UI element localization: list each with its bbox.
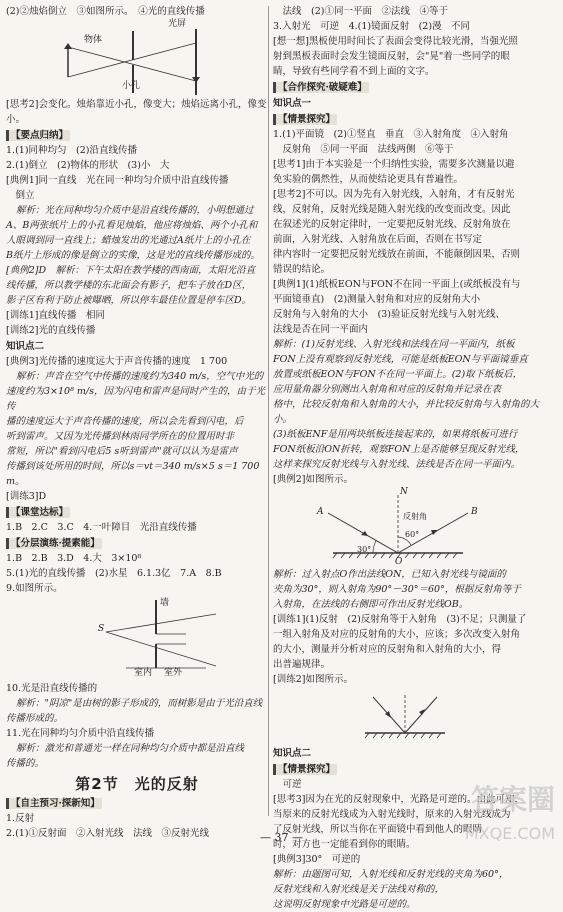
text-line: [典例2]D 解析：下午太阳在教学楼的西南面，太阳光沿直 <box>6 265 256 276</box>
text-line: 1.反射 <box>6 813 35 824</box>
text-line: 在叙述光的反射定律时，一定要把反射光线、反射角放在 <box>273 219 511 230</box>
text-line: 解析：光在同种均匀介质中是沿直线传播的，小明想通过 <box>16 205 254 216</box>
text-line: 夹角为30°，则入射角为90°－30°＝60°，根据反射角等于 <box>273 584 521 595</box>
point-o-label: O <box>395 557 403 567</box>
text-line: 速度约为3×10⁸ m/s，因为闪电和雷声是同时产生的，由于光传 <box>6 386 266 412</box>
text-line: 律内容时一定要把反射光线放在前面，不能颠倒因果，否则 <box>273 249 521 260</box>
text-line: 的大小，测量并分析对应的反射角和入射角的大小，得 <box>273 644 502 655</box>
outdoor-label: 室外 <box>164 668 183 678</box>
text-line: m。 <box>6 476 25 487</box>
text-line: 2.(1)倒立 (2)物体的形状 (3)小 大 <box>6 160 170 171</box>
text-line: [典例1]同一直线 光在同一种均匀介质中沿直线传播 <box>6 175 229 186</box>
text-line: 人眼调到同一直线上；蜡烛发出的光通过A纸片上的小孔在 <box>6 235 251 246</box>
text-line: 平面镜垂直) (2)测量入射角和对应的反射角大小 <box>273 294 490 305</box>
angle-30-label: 30° <box>357 545 372 554</box>
text-line: 了反射光线，所以当你在平面镜中看到他人的眼睛 <box>273 824 483 835</box>
reflection-figure <box>273 487 557 567</box>
text-line: 当原来的反射光线成为入射光线时，原来的入射光线成为 <box>273 809 511 820</box>
text-line: 时，对方也一定能看到你的眼睛。 <box>273 839 416 850</box>
text-line: 3.入射光 可逆 4.(1)镜面反射 (2)漫 不同 <box>273 21 471 32</box>
text-line: 可逆 <box>273 779 302 790</box>
text-line: 法线 (2)①同一平面 ②法线 ④等于 <box>273 6 448 17</box>
column-divider <box>268 6 269 816</box>
text-line: [思考2]不可以。因为先有入射光线，入射角，才有反射光 <box>273 189 515 200</box>
text-line: B纸片上形成的像是倒立的实像，这是光的直线传播形成的。 <box>6 250 260 261</box>
point-a-label: A <box>317 507 324 517</box>
text-line: 解析：由题图可知，入射光线和反射光线的夹角为60°， <box>273 869 509 880</box>
text-line: [典例3]光传播的速度远大于声音传播的速度 1 700 <box>6 356 228 367</box>
text-line: [想一想]黑板使用时间长了表面会变得比较光滑，当强光照 <box>273 36 518 47</box>
text-line: 解析：(1)反射光线、入射光线和法线在同一平面内，纸板 <box>273 339 515 350</box>
watermark-url: MXQE.COM <box>464 824 555 843</box>
text-line: FON上没有观察到反射光线，可能是纸板EON与平面镜垂直 <box>273 354 528 365</box>
section-heading: 【情景探究】 <box>273 112 557 127</box>
text-line: FON纸板沿ON折转，观察FON上是否能够呈现反射光线， <box>273 444 525 455</box>
text-line: 错误的结论。 <box>273 264 331 275</box>
text-line: 解析：声音在空气中传播的速度约为340 m/s，空气中光的 <box>16 371 264 382</box>
angle-60-label: 60° <box>405 530 420 539</box>
object-label: 物体 <box>84 35 103 45</box>
text-line: 听到雷声。又因为光传播到林雨同学所在的位置用时非 <box>6 431 235 442</box>
text-line: 射到黑板表面时会发生镜面反射，会"晃"着一些同学的眼 <box>273 51 510 62</box>
source-label: S <box>98 624 105 634</box>
text-line: (2)②烛焰倒立 ③如图所示。 ④光的直线传播 <box>6 6 205 17</box>
text-line: 11.光在同种均匀介质中沿直线传播 <box>6 728 155 739</box>
text-line: 反射角与入射角的大小 (3)验证反射光线与入射光线、 <box>273 309 505 320</box>
section-heading: 知识点二 <box>273 748 312 759</box>
text-line: 法线是否在同一平面内 <box>273 324 369 335</box>
text-line: [思考1]由于本实验是一个归纳性实验，需要多次测量以避 <box>273 159 515 170</box>
text-line: 反射光线和入射光线是关于法线对称的， <box>273 884 445 895</box>
text-line: 放置或纸板EON与FON不在同一平面上。(2)取下纸板后， <box>273 369 523 380</box>
text-line: 2.(1)①反射面 ②入射光线 法线 ③反射光线 <box>6 828 210 839</box>
section-heading: 【自主预习·探新知】 <box>6 796 268 811</box>
text-line: 影子区有利于防止被曝晒，所以停车最佳位置是停车区D。 <box>6 295 252 306</box>
text-line: 入射角，在法线的右侧即可作出反射光线OB。 <box>273 599 469 610</box>
text-line: 这样来探究反射光线与入射光线、法线是否在同一平面内。 <box>273 459 521 470</box>
text-line: 传播的。 <box>6 758 45 769</box>
text-line: 这说明反射现象中光路是可逆的。 <box>273 899 416 910</box>
text-line: [训练3]D <box>6 491 47 502</box>
pinhole-figure <box>6 19 268 97</box>
text-line: 10.光是沿直线传播的 <box>6 683 98 694</box>
text-line: 出普遍规律。 <box>273 659 331 670</box>
section-heading: 【合作探究·破疑难】 <box>273 80 557 95</box>
text-line: 1.B 2.C 3.C 4.一叶障目 光沿直线传播 <box>6 522 197 533</box>
wall-figure <box>6 596 268 681</box>
text-line: 睛，导致有些同学看不到上面的文字。 <box>273 66 435 77</box>
text-line: 一组入射角及对应的反射角的大小，应该；多次改变入射角 <box>273 629 521 640</box>
point-b-label: B <box>471 507 478 517</box>
section-heading: 【分层演练·提素能】 <box>6 536 268 551</box>
text-line: A、B两张纸片上的小孔看见烛焰，他应将烛焰、两个小孔和 <box>6 220 258 231</box>
text-line: [训练2]光的直线传播 <box>6 325 96 336</box>
text-line: 应用量角器分别测出入射角和对应的反射角并记录在表 <box>273 384 502 395</box>
text-line: 线传播，所以教学楼的东北面会有影子，把车子放在D区， <box>6 280 252 291</box>
text-line: [训练1](1)反射 (2)反射角等于入射角 (3)不足；只测量了 <box>273 614 527 625</box>
text-line: 线，反射角，反射光线是随入射光线的改变而改变。因此 <box>273 204 511 215</box>
mirror-figure <box>273 687 557 745</box>
text-line: 解析：过入射点O作出法线ON，已知入射光线与镜面的 <box>273 569 506 580</box>
text-line: [典例3]30° 可逆的 <box>273 854 361 865</box>
screen-label: 光屏 <box>168 19 187 29</box>
text-line: 播的速度远大于声音传播的速度，所以会先看到闪电，后 <box>6 416 244 427</box>
reflection-angle-label: 反射角 <box>403 512 427 521</box>
text-line: [典例2]如图所示。 <box>273 474 353 485</box>
text-line: [思考2]会变化。烛焰靠近小孔，像变大；烛焰远离小孔，像变小。 <box>6 99 267 125</box>
section-heading: 【要点归纳】 <box>6 128 268 143</box>
text-line: 9.如图所示。 <box>6 583 63 594</box>
text-line: 1.(1)同种均匀 (2)沿直线传播 <box>6 145 137 156</box>
section-heading: 知识点一 <box>273 98 312 109</box>
normal-label: N <box>400 487 408 497</box>
text-line: (3)纸板ENF是用两块纸板连接起来的，如果将纸板可进行 <box>273 429 518 440</box>
text-line: 前面，入射光线、入射角放在后面，否则在书写定 <box>273 234 483 245</box>
text-line: 格中，比较反射角和入射角的大小，并比较反射角与入射角的大小。 <box>273 399 540 425</box>
section-title: 第2节 光的反射 <box>75 775 199 793</box>
wall-label: 墙 <box>160 598 170 608</box>
section-heading: 知识点二 <box>6 341 45 352</box>
hole-label: 小孔 <box>122 81 141 91</box>
section-heading: 【课堂达标】 <box>6 505 268 520</box>
text-line: 反射角 ⑤同一平面 法线两侧 ⑥等于 <box>273 144 454 155</box>
text-line: 倒立 <box>6 190 35 201</box>
text-line: 解析：激光和普通光一样在同种均匀介质中都是沿直线 <box>16 743 245 754</box>
text-line: [思考3]因为在光的反射现象中，光路是可逆的。由此可知， <box>273 794 524 805</box>
left-column <box>6 4 268 841</box>
text-line: 1.B 2.B 3.D 4.大 3×10⁸ <box>6 553 142 564</box>
right-column <box>273 4 557 912</box>
text-line: 免实验的偶然性，从而使结论更具有普遍性。 <box>273 174 464 185</box>
text-line: [典例1](1)纸板EON与FON不在同一平面上(或纸板没有与 <box>273 279 521 290</box>
page-number: — 37 — <box>260 831 303 844</box>
watermark-logo: 答案圈 <box>470 783 555 816</box>
text-line: 常短，所以"看到闪电后5 s听到雷声"就可以认为是雷声 <box>6 446 238 457</box>
text-line: [训练2]如图所示。 <box>273 674 353 685</box>
text-line: 5.(1)光的直线传播 (2)水星 6.1.3亿 7.A 8.B <box>6 568 222 579</box>
section-heading: 【情景探究】 <box>273 762 557 777</box>
text-line: [训练1]直线传播 相同 <box>6 310 105 321</box>
text-line: 传播形成的。 <box>6 713 64 724</box>
indoor-label: 室内 <box>134 668 153 678</box>
text-line: 解析："阴凉"是由树的影子形成的，而树影是由于光沿直线 <box>16 698 263 709</box>
text-line: 1.(1)平面镜 (2)①竖直 垂直 ③入射角度 ④入射角 <box>273 129 509 140</box>
text-line: 传播到该处所用的时间，所以s＝vt＝340 m/s×5 s＝1 700 <box>6 461 260 472</box>
